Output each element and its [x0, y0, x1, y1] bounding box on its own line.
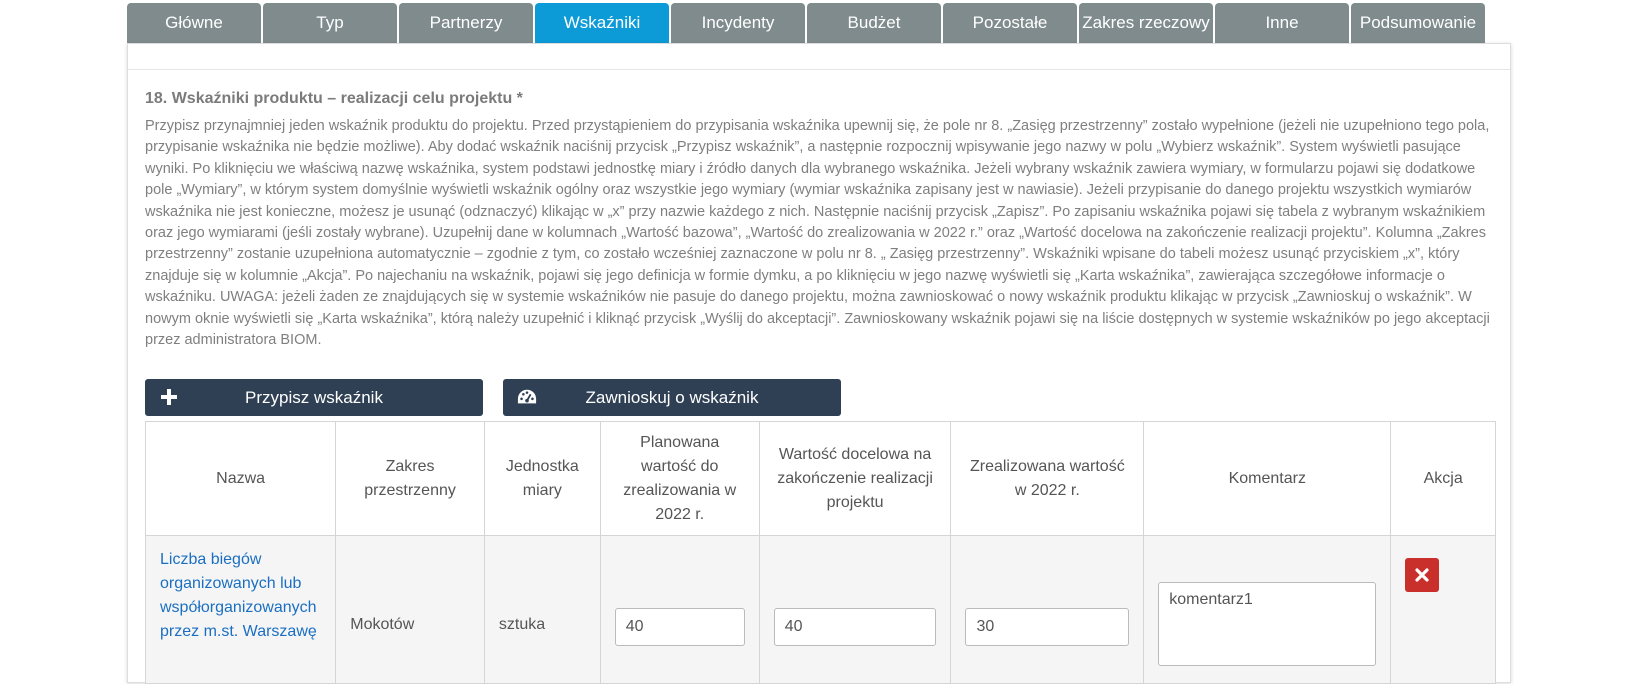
- assign-indicator-button[interactable]: [145, 379, 483, 416]
- tab-bar: [127, 3, 1485, 43]
- header-realized: Zrealizowana wartość w 2022 r.: [951, 422, 1144, 536]
- cell-target: [759, 536, 951, 684]
- tab-partnerzy[interactable]: Partnerzy: [399, 3, 533, 43]
- target-value-input[interactable]: [774, 608, 937, 646]
- realized-value-input[interactable]: [965, 608, 1129, 646]
- section-description: Przypisz przynajmniej jeden wskaźnik produktu do projektu. Przed przystąpieniem do przypisania wskaźnika upewnij się, że pole nr 8. „Zasięg przestrzenny” zostało wypełnione (jeżeli nie uzupełniono tego pola, przypisanie wskaźnika nie będzie możliwe). Aby dodać wskaźnik naciśnij przycisk „Przypisz wskaźnik”, a następnie rozpocznij wpisywanie jego nazwy w polu „Wybierz wskaźnik”. System wyświetli pasujące wyniki. Po kliknięciu we właściwą nazwę wskaźnika, system podstawi jednostkę miary i źródło danych dla wybranego wskaźnika. Jeżeli wybrany wskaźnik zawiera wymiary, w formularzu pojawi się dodatkowe pole „Wymiary”, w którym system domyślnie wyświetli wskaźnik ogólny oraz wszystkie jego wymiary (wymiar wskaźnika zapisany jest w nawiasie). Jeżeli przypisanie do danego projektu wszystkich wymiarów wskaźnika nie jest konieczne, możesz je usunąć (odznaczyć) klikając w „x” przy nazwie każdego z nich. Następnie naciśnij przycisk „Zapisz”. Po zapisaniu wskaźnika pojawi się tabela z wybranym wskaźnikiem oraz jego wymiarami (jeśli zostały wybrane). Uzupełnij dane w kolumnach „Wartość bazowa”, „Wartość do zrealizowania w 2022 r.” oraz „Wartość docelowa na zakończenie realizacji projektu”. Kolumna „Zakres przestrzenny” zostanie uzupełniona automatycznie – zgodnie z tym, co zostało wcześniej zaznaczone w polu nr 8. „ Zasięg przestrzenny”. Wskaźniki wpisane do tabeli możesz usunąć przyciskiem „x”, który znajduje się w kolumnie „Akcja”. Po najechaniu na wskaźnik, pojawi się jego definicja w formie dymku, a po kliknięciu w jego nazwę wyświetli się „Karta wskaźnika”, zawierająca szczegółowe informacje o wskaźniku. UWAGA: jeżeli żaden ze znajdujących się w systemie wskaźników nie pasuje do danego projektu, można zawnioskować o nowy wskaźnik produktu klikając w przycisk „Zawnioskuj o wskaźnik”. W nowym oknie wyświetli się „Karta wskaźnika”, którą należy uzupełnić i kliknąć przycisk „Wyślij do akceptacji”. Zawnioskowany wskaźnik pojawi się na liście dostępnych w systemie wskaźników po jego akceptacji przez administratora BIOM.: [145, 118, 1490, 349]
- tab-wskazniki[interactable]: Wskaźniki: [535, 3, 669, 43]
- header-unit: Jednostka miary: [484, 422, 600, 536]
- cell-realized: [951, 536, 1144, 684]
- planned-value-input[interactable]: [615, 608, 745, 646]
- scope-value: Mokotów: [350, 616, 415, 633]
- close-icon: [1415, 562, 1429, 588]
- tab-podsumowanie[interactable]: Podsumowanie: [1351, 3, 1485, 43]
- cell-name: [146, 536, 336, 684]
- dashboard-icon: [517, 387, 537, 407]
- plus-icon: [159, 387, 179, 407]
- tab-zakres-rzeczowy[interactable]: Zakres rzeczowy: [1079, 3, 1213, 43]
- divider: [128, 69, 1510, 70]
- table-header-row: [146, 422, 1496, 536]
- header-action: Akcja: [1391, 422, 1496, 536]
- section-title: 18. Wskaźniki produktu – realizacji celu projektu *: [145, 90, 523, 107]
- request-indicator-button[interactable]: [503, 379, 841, 416]
- header-scope: Zakres przestrzenny: [336, 422, 485, 536]
- assign-indicator-label: Przypisz wskaźnik: [245, 387, 383, 407]
- tab-incydenty[interactable]: Incydenty: [671, 3, 805, 43]
- unit-value: sztuka: [498, 616, 546, 633]
- cell-scope: [336, 536, 485, 684]
- indicators-table: [145, 421, 1496, 684]
- cell-comment: [1144, 536, 1391, 684]
- delete-indicator-button[interactable]: [1405, 558, 1439, 592]
- cell-unit: [484, 536, 600, 684]
- cell-action: [1391, 536, 1496, 684]
- tab-pozostale[interactable]: Pozostałe: [943, 3, 1077, 43]
- tab-budzet[interactable]: Budżet: [807, 3, 941, 43]
- header-name: Nazwa: [146, 422, 336, 536]
- request-indicator-label: Zawnioskuj o wskaźnik: [585, 387, 759, 407]
- comment-textarea[interactable]: [1158, 582, 1376, 666]
- header-planned: Planowana wartość do zrealizowania w 2022 r.: [600, 422, 759, 536]
- header-target: Wartość docelowa na zakończenie realizacji projektu: [759, 422, 951, 536]
- tab-typ[interactable]: Typ: [263, 3, 397, 43]
- table-row: [146, 536, 1496, 684]
- indicator-name-link[interactable]: Liczba biegów organizowanych lub współorganizowanych przez m.st. Warszawę: [160, 551, 317, 640]
- tab-glowne[interactable]: Główne: [127, 3, 261, 43]
- tab-inne[interactable]: Inne: [1215, 3, 1349, 43]
- cell-planned: [600, 536, 759, 684]
- header-comment: Komentarz: [1144, 422, 1391, 536]
- indicators-panel: [127, 43, 1511, 683]
